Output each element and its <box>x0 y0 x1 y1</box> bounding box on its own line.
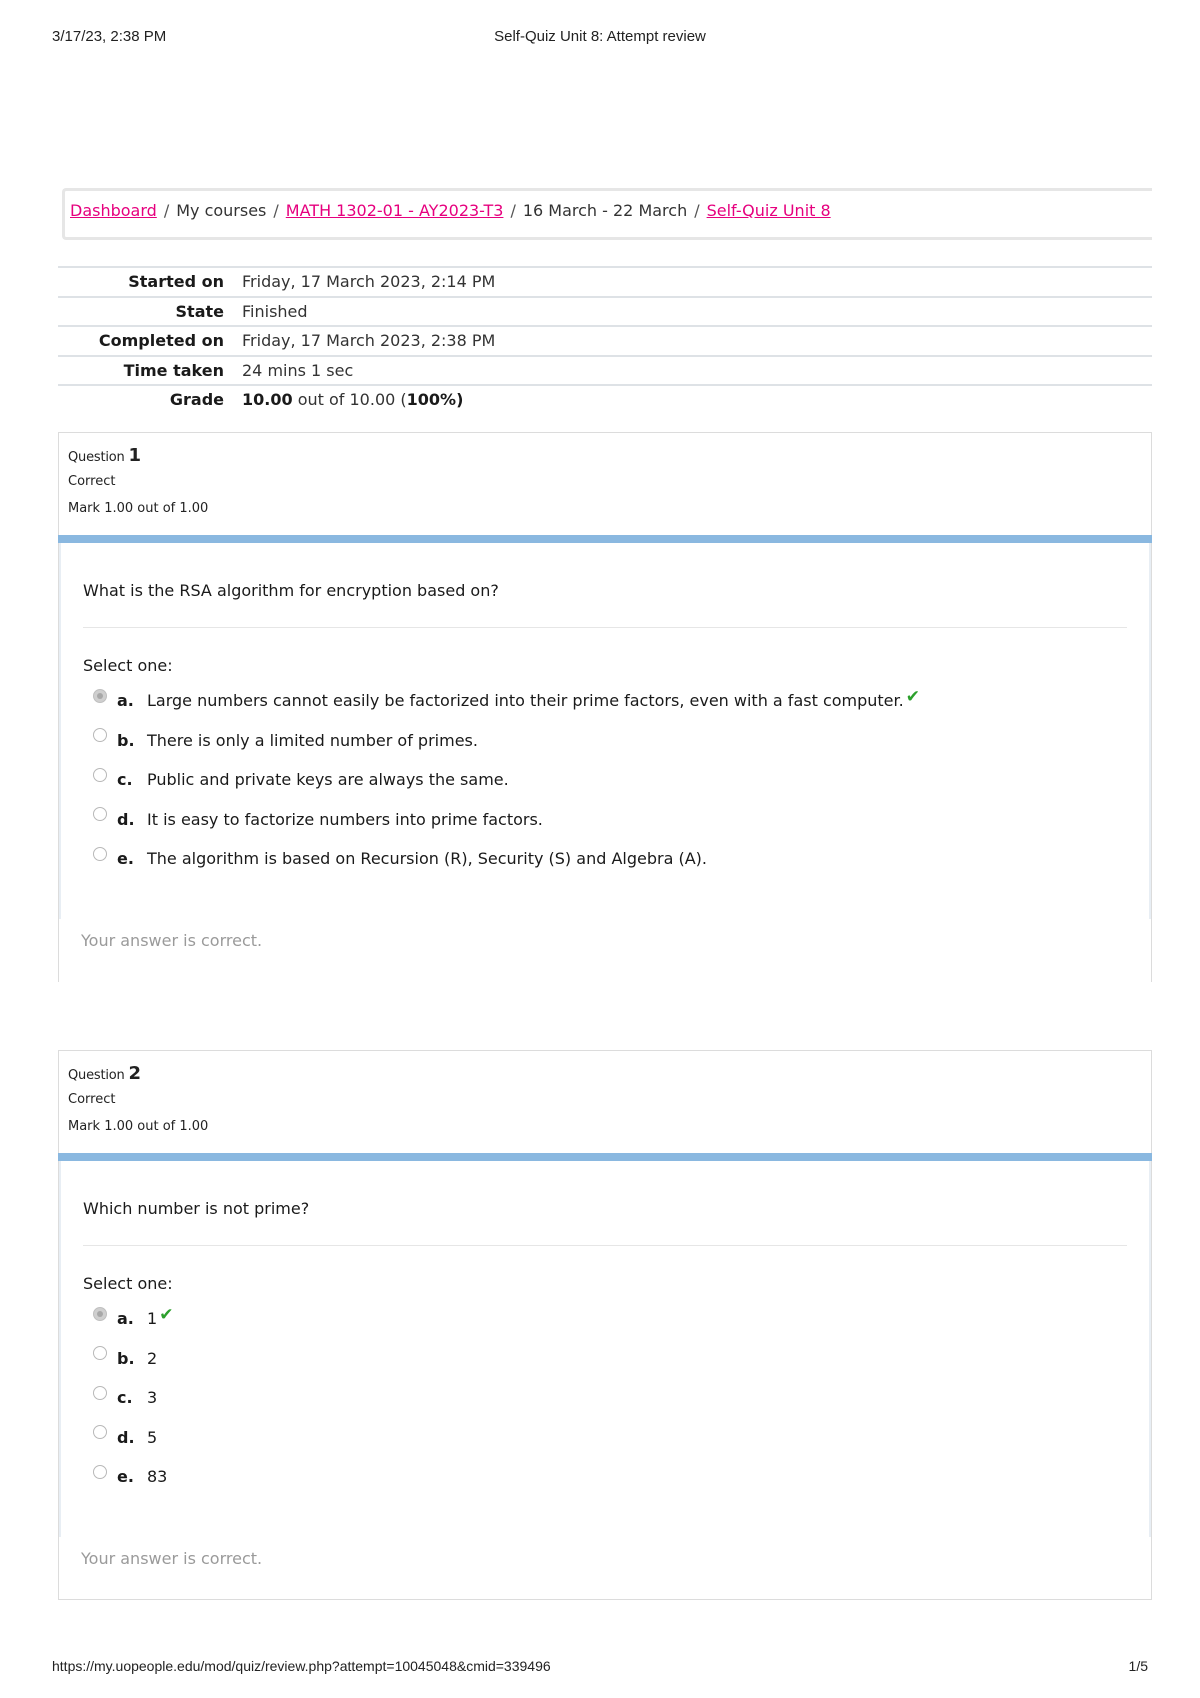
grade-close: ) <box>456 390 464 410</box>
answer-text: It is easy to factorize numbers into prime factors. <box>147 809 543 829</box>
summary-row-state <box>58 296 1152 326</box>
answer-text: Public and private keys are always the same. <box>147 770 509 790</box>
summary-row-completed-on <box>58 325 1152 355</box>
answer-letter: a. <box>117 691 134 711</box>
grade-percent: 100% <box>406 390 457 410</box>
radio-button[interactable] <box>93 1425 107 1439</box>
answer-option[interactable] <box>83 1299 1127 1339</box>
radio-button[interactable] <box>93 1346 107 1360</box>
answer-letter: d. <box>117 1427 135 1447</box>
answer-letter: d. <box>117 809 135 829</box>
radio-button[interactable] <box>93 728 107 742</box>
radio-button-checked[interactable] <box>93 689 107 703</box>
question-content <box>59 543 1151 919</box>
answer-option[interactable] <box>83 760 1127 800</box>
select-one-prompt: Select one: <box>83 656 173 675</box>
print-url: https://my.uopeople.edu/mod/quiz/review.php?attempt=10045048&cmid=339496 <box>52 1658 551 1674</box>
question-block <box>58 1050 1152 1600</box>
grade-out-of: out of 10.00 ( <box>292 390 407 410</box>
answer-feedback: Your answer is correct. <box>81 931 263 950</box>
answer-list <box>83 681 1127 879</box>
grade-score: 10.00 <box>242 390 293 410</box>
breadcrumb-my-courses: My courses <box>176 201 267 220</box>
breadcrumb-separator: / <box>273 201 279 220</box>
summary-value: Friday, 17 March 2023, 2:14 PM <box>242 272 496 292</box>
print-date: 3/17/23, 2:38 PM <box>52 28 167 45</box>
question-info <box>59 433 1151 535</box>
breadcrumb-course-link[interactable]: MATH 1302-01 - AY2023-T3 <box>285 201 504 220</box>
radio-button[interactable] <box>93 847 107 861</box>
answer-text: 3 <box>147 1388 158 1408</box>
attempt-summary-table <box>58 266 1152 414</box>
answer-letter: c. <box>117 1388 133 1408</box>
summary-value: Finished <box>242 301 308 321</box>
summary-label: Completed on <box>98 331 224 351</box>
answer-text: 5 <box>147 1427 158 1447</box>
answer-text: There is only a limited number of primes. <box>147 730 478 750</box>
answer-list <box>83 1299 1127 1497</box>
summary-label: Time taken <box>123 360 224 380</box>
question-prefix: Question <box>68 1068 125 1083</box>
question-prefix: Question <box>68 450 125 465</box>
print-header <box>52 28 1148 48</box>
question-divider-bar <box>58 1153 1152 1161</box>
answer-option[interactable] <box>83 721 1127 761</box>
answer-option[interactable] <box>83 1339 1127 1379</box>
breadcrumb-quiz-link[interactable]: Self-Quiz Unit 8 <box>706 201 831 220</box>
answer-feedback: Your answer is correct. <box>81 1549 263 1568</box>
question-number-value: 1 <box>128 445 141 466</box>
question-text: What is the RSA algorithm for encryption based on? <box>83 581 1127 628</box>
answer-letter: e. <box>117 849 134 869</box>
radio-button[interactable] <box>93 768 107 782</box>
question-mark: Mark 1.00 out of 1.00 <box>68 501 209 516</box>
question-block <box>58 432 1152 982</box>
answer-text: 2 <box>147 1348 158 1368</box>
breadcrumb <box>62 188 1152 240</box>
answer-letter: a. <box>117 1309 134 1329</box>
print-page-title: Self-Quiz Unit 8: Attempt review <box>494 28 706 45</box>
radio-button[interactable] <box>93 807 107 821</box>
question-number <box>68 1063 1151 1084</box>
summary-row-grade <box>58 384 1152 414</box>
breadcrumb-separator: / <box>510 201 516 220</box>
question-divider-bar <box>58 535 1152 543</box>
answer-text: The algorithm is based on Recursion (R), Security (S) and Algebra (A). <box>147 849 707 869</box>
question-number <box>68 445 1151 466</box>
print-footer <box>52 1658 1148 1678</box>
breadcrumb-separator: / <box>694 201 700 220</box>
summary-value: Friday, 17 March 2023, 2:38 PM <box>242 331 496 351</box>
summary-label: Grade <box>169 390 224 410</box>
answer-letter: b. <box>117 730 135 750</box>
answer-option[interactable] <box>83 800 1127 840</box>
summary-row-started-on <box>58 266 1152 296</box>
question-state: Correct <box>68 474 116 489</box>
question-state: Correct <box>68 1092 116 1107</box>
summary-row-time-taken <box>58 355 1152 385</box>
summary-label: Started on <box>128 272 224 292</box>
summary-label: State <box>175 301 224 321</box>
correct-check-icon: ✔ <box>905 686 920 707</box>
select-one-prompt: Select one: <box>83 1274 173 1293</box>
answer-text: Large numbers cannot easily be factorized into their prime factors, even with a fast computer. <box>147 691 904 711</box>
radio-button-checked[interactable] <box>93 1307 107 1321</box>
question-info <box>59 1051 1151 1153</box>
breadcrumb-week: 16 March - 22 March <box>522 201 688 220</box>
question-mark: Mark 1.00 out of 1.00 <box>68 1119 209 1134</box>
question-text: Which number is not prime? <box>83 1199 1127 1246</box>
correct-check-icon: ✔ <box>159 1304 174 1325</box>
answer-letter: e. <box>117 1467 134 1487</box>
answer-option[interactable] <box>83 1457 1127 1497</box>
grade-value <box>224 390 463 409</box>
answer-letter: c. <box>117 770 133 790</box>
breadcrumb-separator: / <box>163 201 170 220</box>
answer-letter: b. <box>117 1348 135 1368</box>
radio-button[interactable] <box>93 1465 107 1479</box>
question-content <box>59 1161 1151 1537</box>
radio-button[interactable] <box>93 1386 107 1400</box>
summary-value: 24 mins 1 sec <box>242 360 354 380</box>
answer-option[interactable] <box>83 681 1127 721</box>
breadcrumb-dashboard-link[interactable]: Dashboard <box>70 201 157 220</box>
print-page-number: 1/5 <box>1128 1658 1148 1674</box>
answer-text: 1 <box>147 1309 158 1329</box>
question-number-value: 2 <box>128 1063 141 1084</box>
answer-option[interactable] <box>83 1418 1127 1458</box>
answer-option[interactable] <box>83 1378 1127 1418</box>
answer-text: 83 <box>147 1467 168 1487</box>
answer-option[interactable] <box>83 839 1127 879</box>
